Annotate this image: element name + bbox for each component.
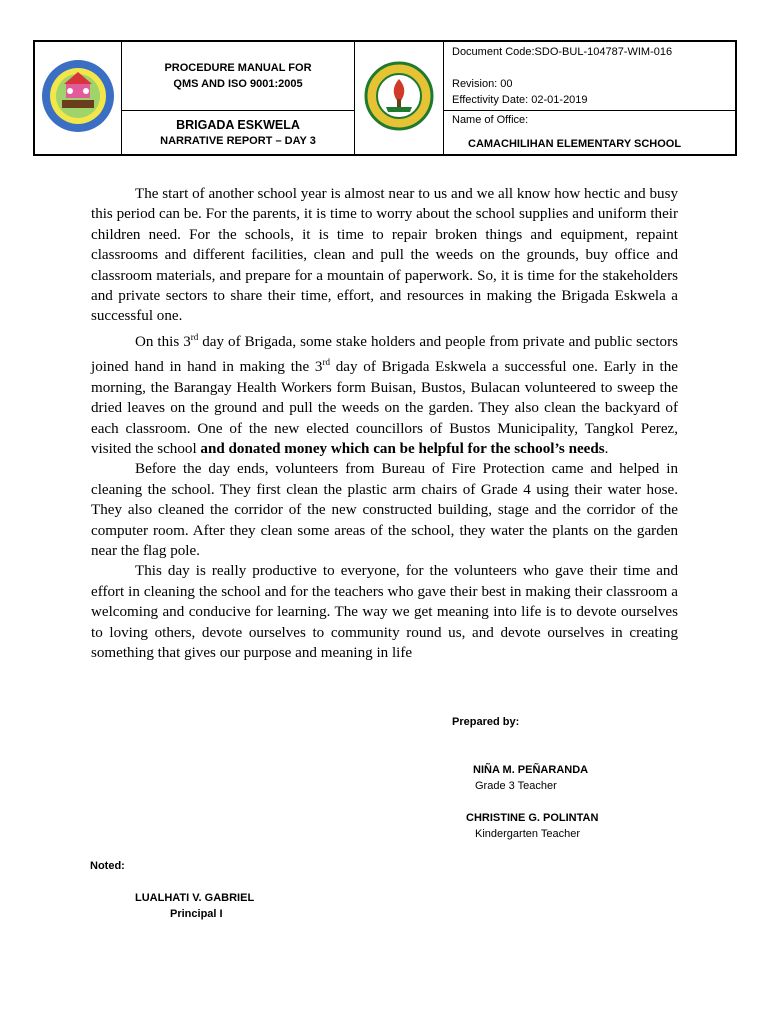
report-title-cell bbox=[122, 111, 355, 155]
office-label: Name of Office: bbox=[452, 114, 529, 127]
revision: Revision: 00 bbox=[452, 78, 513, 90]
effectivity-date: Effectivity Date: 02-01-2019 bbox=[452, 94, 588, 106]
school-logo-cell bbox=[34, 41, 122, 155]
signatory-1-name: NIÑA M. PEÑARANDA bbox=[473, 764, 589, 776]
manual-title-cell bbox=[122, 41, 355, 111]
office-name: CAMACHILIHAN ELEMENTARY SCHOOL bbox=[468, 138, 682, 151]
document-code: Document Code:SDO-BUL-104787-WIM-016 bbox=[452, 46, 673, 58]
report-title: BRIGADA ESKWELA bbox=[176, 117, 300, 132]
signatory-2-name: CHRISTINE G. POLINTAN bbox=[466, 812, 599, 824]
paragraph-2-bold: and donated money which can be helpful for the school’s needs bbox=[200, 440, 605, 457]
manual-line2: QMS AND ISO 9001:2005 bbox=[173, 78, 303, 91]
signatory-2-role: Kindergarten Teacher bbox=[475, 828, 580, 840]
document-header-table bbox=[33, 40, 737, 156]
deped-seal-icon bbox=[364, 61, 434, 131]
document-info-cell bbox=[444, 41, 737, 111]
signatory-3-role: Principal I bbox=[170, 908, 223, 920]
prepared-by-label: Prepared by: bbox=[452, 716, 520, 728]
paragraph-1: The start of another school year is almost near to us and we all know how hectic and busy this period can be. For the parents, it is time to worry about the school supplies and uniform their children need. For the schools, it is time to repair broken things and equipment, repaint classrooms and different facilities, clean and pull the weeds on the grounds, buy office and classroom materials, and prepare for a mountain of paperwork. So, it is time for the stakeholders and private sectors to share their time, effort, and resources in making the Brigada Eskwela a successful one. bbox=[91, 186, 678, 325]
ordinal-suffix-2: rd bbox=[322, 357, 330, 368]
signatory-3-name: LUALHATI V. GABRIEL bbox=[135, 892, 255, 904]
deped-seal-cell bbox=[355, 41, 444, 155]
paragraph-2-part-c: day of Brigada Eskwela a successful one. Early in the morning, the Barangay Health Workers form Buisan, Bustos, Bulacan volunteered to sweep the dried leaves on the ground and pull the weeds on the garden. They also clean the backyard of each classroom. One of the new elected councillors of Bustos Municipality, Tangkol Perez, visited the school bbox=[91, 359, 679, 457]
paragraph-2 bbox=[91, 327, 678, 460]
paragraph-4: This day is really productive to everyone, for the volunteers who gave their time and effort in cleaning the school and for the teachers who gave their best in making their classroom a welcoming and conducive for learning. The way we get meaning into life is to devote ourselves to loving others, devote ourselves to community round us, and devote ourselves in creating something that gives our purpose and meaning in life bbox=[91, 563, 678, 661]
ordinal-suffix-1: rd bbox=[190, 331, 199, 342]
manual-line1: PROCEDURE MANUAL FOR bbox=[164, 62, 312, 75]
office-cell bbox=[444, 111, 737, 155]
paragraph-2-part-a: On this 3 bbox=[135, 333, 191, 350]
narrative-body bbox=[91, 184, 678, 663]
signatory-1-role: Grade 3 Teacher bbox=[475, 780, 557, 792]
paragraph-2-end: . bbox=[604, 440, 609, 457]
paragraph-2-part-b: day of Brigada, some stake holders and people from private and public sectors joined hand in hand in making the 3 bbox=[91, 333, 678, 376]
report-subtitle: NARRATIVE REPORT – DAY 3 bbox=[160, 134, 316, 147]
school-logo-icon bbox=[40, 58, 116, 134]
noted-label: Noted: bbox=[90, 860, 125, 872]
paragraph-3: Before the day ends, volunteers from Bureau of Fire Protection came and helped in cleaning the school. They first clean the plastic arm chairs of Grade 4 using their water hose. They also cleaned the corridor of the new constructed building, stage and the corridor of the computer room. After they clean some areas of the school, they water the plants on the garden near the flag pole. bbox=[91, 461, 678, 559]
